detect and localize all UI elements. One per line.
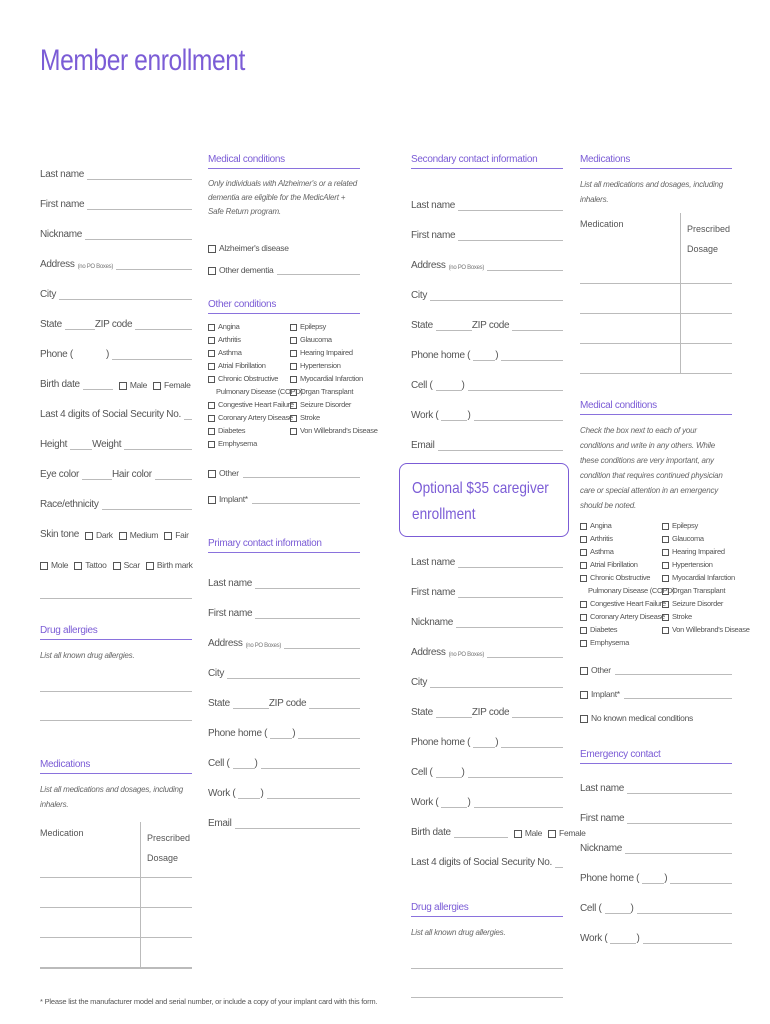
angina-checkbox[interactable]: Angina — [208, 320, 290, 333]
height-weight-field[interactable]: Height Weight — [40, 420, 192, 450]
other-dementia-field[interactable]: Other dementia — [208, 253, 360, 275]
chf-checkbox[interactable]: Congestive Heart Failure — [580, 597, 662, 610]
copd-checkbox[interactable]: Chronic Obstructive — [580, 571, 662, 584]
secondary-last-name-field[interactable]: Last name — [411, 181, 563, 211]
eye-hair-field[interactable]: Eye color Hair color — [40, 450, 192, 480]
checkbox-icon[interactable] — [580, 536, 587, 543]
checkbox-icon[interactable] — [208, 428, 215, 435]
medications-table — [40, 822, 192, 969]
caregiver-phone-home-field[interactable]: Phone home ( ) — [411, 718, 563, 748]
skin-tone-field: Skin tone Dark Medium Fair — [40, 529, 189, 540]
mole-checkbox[interactable]: Mole — [40, 560, 68, 570]
col4-conditions-heading: Medical conditions — [580, 400, 732, 415]
checkbox-icon[interactable] — [208, 245, 216, 253]
skin-dark-checkbox[interactable]: Dark — [85, 530, 113, 540]
col4-medications-table — [580, 213, 732, 374]
checkbox-icon[interactable] — [164, 532, 172, 540]
caregiver-last-name-field[interactable]: Last name — [411, 538, 563, 568]
emergency-cell-field[interactable]: Cell ( ) — [580, 884, 732, 914]
caregiver-nickname-field[interactable]: Nickname — [411, 598, 563, 628]
checkbox-icon[interactable] — [208, 350, 215, 357]
primary-contact-heading: Primary contact information — [208, 538, 360, 553]
footnote — [40, 997, 377, 1006]
checkbox-icon[interactable] — [662, 536, 669, 543]
checkbox-icon[interactable] — [580, 691, 588, 699]
secondary-state-zip-field[interactable]: State ZIP code — [411, 301, 563, 331]
arthritis-checkbox[interactable]: Arthritis — [580, 532, 662, 545]
col4-medications-note: List all medications and dosages, including inhalers. — [580, 180, 724, 204]
emphysema-checkbox[interactable]: Emphysema — [580, 636, 662, 649]
caregiver-drug-allergy-line[interactable] — [411, 969, 563, 998]
caregiver-address-field[interactable]: Address (no PO Boxes) — [411, 628, 563, 658]
checkbox-icon[interactable] — [290, 350, 297, 357]
checkbox-icon[interactable] — [208, 415, 215, 422]
checkbox-icon[interactable] — [208, 376, 215, 383]
emphysema-checkbox[interactable]: Emphysema — [208, 437, 290, 450]
vwd-checkbox[interactable]: Von Willebrand's Disease — [662, 623, 732, 636]
emergency-contact-heading: Emergency contact — [580, 749, 732, 764]
race-field[interactable]: Race/ethnicity — [40, 480, 192, 510]
vwd-checkbox[interactable]: Von Willebrand's Disease — [290, 424, 360, 437]
checkbox-icon[interactable] — [662, 549, 669, 556]
glaucoma-checkbox[interactable]: Glaucoma — [662, 532, 732, 545]
table-row[interactable] — [40, 937, 192, 967]
footnote-text: Please list the manufacturer model and serial number, or include a copy of your implant card with this form. — [44, 997, 378, 1006]
secondary-phone-home-field[interactable]: Phone home ( ) — [411, 331, 563, 361]
checkbox-icon[interactable] — [580, 601, 587, 608]
state-zip-field[interactable]: State ZIP code — [40, 300, 192, 330]
male-checkbox[interactable]: Male — [119, 380, 147, 390]
implant-field[interactable]: Implant* — [208, 478, 360, 504]
medication-column-header: Medication — [580, 213, 681, 283]
primary-state-zip-field[interactable]: State ZIP code — [208, 679, 360, 709]
caregiver-work-field[interactable]: Work ( ) — [411, 778, 563, 808]
hypertension-checkbox[interactable]: Hypertension — [290, 359, 360, 372]
last-name-field[interactable]: Last name — [40, 150, 192, 180]
medications-note: List all medications and dosages, including inhalers. — [40, 785, 184, 809]
col4-other-condition-field[interactable]: Other — [580, 649, 732, 675]
birthmark-checkbox[interactable]: Birth mark — [146, 560, 193, 570]
emergency-last-name-field[interactable]: Last name — [580, 764, 732, 794]
secondary-address-field[interactable]: Address (no PO Boxes) — [411, 241, 563, 271]
checkbox-icon[interactable] — [580, 549, 587, 556]
seizure-checkbox[interactable]: Seizure Disorder — [290, 398, 360, 411]
checkbox-icon[interactable] — [290, 415, 297, 422]
checkbox-icon[interactable] — [290, 402, 297, 409]
table-row[interactable] — [40, 877, 192, 907]
caregiver-medical-column — [580, 150, 750, 944]
checkbox-icon[interactable] — [580, 523, 587, 530]
col4-conditions-list — [580, 519, 750, 649]
chf-checkbox[interactable]: Congestive Heart Failure — [208, 398, 290, 411]
ssn-field[interactable]: Last 4 digits of Social Security No. — [40, 390, 192, 420]
checkbox-icon[interactable] — [662, 523, 669, 530]
checkbox-icon[interactable] — [208, 267, 216, 275]
female-checkbox[interactable]: Female — [153, 380, 191, 390]
checkbox-icon[interactable] — [514, 830, 522, 838]
checkbox-icon[interactable] — [580, 667, 588, 675]
checkbox-icon[interactable] — [208, 441, 215, 448]
nickname-field[interactable]: Nickname — [40, 210, 192, 240]
checkbox-icon[interactable] — [662, 575, 669, 582]
caregiver-city-field[interactable]: City — [411, 658, 563, 688]
checkbox-icon[interactable] — [146, 562, 154, 570]
secondary-work-field[interactable]: Work ( ) — [411, 391, 563, 421]
drug-allergy-line[interactable] — [40, 692, 192, 721]
checkbox-icon[interactable] — [662, 601, 669, 608]
col4-medications-heading: Medications — [580, 154, 732, 169]
emergency-phone-home-field[interactable]: Phone home ( ) — [580, 854, 732, 884]
other-condition-field[interactable]: Other — [208, 450, 360, 478]
member-info-column — [40, 150, 192, 969]
secondary-contact-column — [411, 150, 563, 451]
checkbox-icon[interactable] — [290, 389, 297, 396]
seizure-checkbox[interactable]: Seizure Disorder — [662, 597, 732, 610]
secondary-city-field[interactable]: City — [411, 271, 563, 301]
checkbox-icon[interactable] — [580, 614, 587, 621]
checkbox-icon[interactable] — [208, 324, 215, 331]
skin-fair-checkbox[interactable]: Fair — [164, 530, 188, 540]
caregiver-cell-field[interactable]: Cell ( ) — [411, 748, 563, 778]
caregiver-female-checkbox[interactable]: Female — [548, 828, 586, 838]
marks-description-line[interactable] — [40, 570, 192, 599]
address-field[interactable]: Address (no PO Boxes) — [40, 240, 192, 270]
medications-heading: Medications — [40, 759, 192, 774]
emergency-work-field[interactable]: Work ( ) — [580, 914, 732, 944]
mi-checkbox[interactable]: Myocardial Infarction — [290, 372, 360, 385]
asthma-checkbox[interactable]: Asthma — [208, 346, 290, 359]
epilepsy-checkbox[interactable]: Epilepsy — [662, 519, 732, 532]
scar-checkbox[interactable]: Scar — [113, 560, 140, 570]
checkbox-icon[interactable] — [85, 532, 93, 540]
medication-column-header: Medication — [40, 822, 141, 877]
col4-conditions-note: Check the box next to each of your conditions and write in any others. While these conditions are very important, any condition that requires continued physician care or special attention in an emergency should be noted. — [580, 426, 723, 510]
glaucoma-checkbox[interactable]: Glaucoma — [290, 333, 360, 346]
checkbox-icon[interactable] — [290, 376, 297, 383]
checkbox-icon[interactable] — [548, 830, 556, 838]
stroke-checkbox[interactable]: Stroke — [290, 411, 360, 424]
table-row[interactable] — [40, 967, 192, 969]
phone-field[interactable]: Phone ( ) — [40, 330, 192, 360]
primary-first-name-field[interactable]: First name — [208, 589, 360, 619]
dosage-column-header: Dosage — [147, 853, 179, 863]
table-row[interactable] — [580, 343, 732, 374]
caregiver-drug-allergies-heading: Drug allergies — [411, 902, 563, 917]
transplant-checkbox[interactable]: Organ Transplant — [290, 385, 360, 398]
checkbox-icon[interactable] — [580, 715, 588, 723]
footnote-asterisk: * — [40, 997, 43, 1006]
caregiver-box-title: Optional $35 caregiver enrollment — [412, 480, 549, 523]
table-row[interactable] — [40, 907, 192, 937]
secondary-first-name-field[interactable]: First name — [411, 211, 563, 241]
checkbox-icon[interactable] — [208, 363, 215, 370]
table-row[interactable] — [580, 283, 732, 313]
primary-last-name-field[interactable]: Last name — [208, 559, 360, 589]
checkbox-icon[interactable] — [290, 363, 297, 370]
primary-city-field[interactable]: City — [208, 649, 360, 679]
copd-checkbox[interactable]: Chronic Obstructive — [208, 372, 290, 385]
checkbox-icon[interactable] — [662, 588, 669, 595]
hypertension-checkbox[interactable]: Hypertension — [662, 558, 732, 571]
checkbox-icon[interactable] — [662, 562, 669, 569]
copd-label-cont: Pulmonary Disease (COPD) — [588, 586, 675, 595]
conditions-list — [208, 320, 378, 450]
drug-allergy-line[interactable] — [40, 663, 192, 692]
secondary-email-field[interactable]: Email — [411, 421, 563, 451]
other-conditions-heading: Other conditions — [208, 299, 360, 314]
dosage-column-header: Dosage — [687, 244, 719, 254]
epilepsy-checkbox[interactable]: Epilepsy — [290, 320, 360, 333]
mi-checkbox[interactable]: Myocardial Infarction — [662, 571, 732, 584]
caregiver-drug-allergy-line[interactable] — [411, 940, 563, 969]
conditions-column — [208, 150, 378, 829]
page-title: Member enrollment — [40, 44, 245, 77]
caregiver-enrollment-box — [399, 463, 569, 537]
checkbox-icon[interactable] — [290, 337, 297, 344]
primary-cell-field[interactable]: Cell ( ) — [208, 739, 360, 769]
drug-allergies-heading: Drug allergies — [40, 625, 192, 640]
caregiver-first-name-field[interactable]: First name — [411, 568, 563, 598]
checkbox-icon[interactable] — [74, 562, 82, 570]
checkbox-icon[interactable] — [153, 382, 161, 390]
caregiver-drug-allergies-note: List all known drug allergies. — [411, 928, 506, 937]
cad-checkbox[interactable]: Coronary Artery Disease — [208, 411, 290, 424]
atrial-fib-checkbox[interactable]: Atrial Fibrillation — [580, 558, 662, 571]
checkbox-icon[interactable] — [113, 562, 121, 570]
stroke-checkbox[interactable]: Stroke — [662, 610, 732, 623]
prescribed-column-header: Prescribed — [687, 224, 731, 234]
checkbox-icon[interactable] — [208, 337, 215, 344]
checkbox-icon[interactable] — [580, 627, 587, 634]
city-field[interactable]: City — [40, 270, 192, 300]
checkbox-icon[interactable] — [208, 470, 216, 478]
skin-medium-checkbox[interactable]: Medium — [119, 530, 158, 540]
birth-date-sex-field[interactable]: Birth date Male Female — [40, 379, 191, 390]
marks-field — [40, 540, 192, 570]
caregiver-ssn-field[interactable]: Last 4 digits of Social Security No. — [411, 838, 563, 868]
no-known-conditions-checkbox[interactable]: No known medical conditions — [580, 699, 732, 723]
checkbox-icon[interactable] — [580, 562, 587, 569]
checkbox-icon[interactable] — [290, 428, 297, 435]
emergency-nickname-field[interactable]: Nickname — [580, 824, 732, 854]
medical-conditions-note: Only individuals with Alzheimer's or a related dementia are eligible for the MedicAlert + Safe Return program. — [208, 179, 357, 216]
checkbox-icon[interactable] — [119, 382, 127, 390]
hearing-checkbox[interactable]: Hearing Impaired — [290, 346, 360, 359]
transplant-checkbox[interactable]: Organ Transplant — [662, 584, 732, 597]
col4-implant-field[interactable]: Implant* — [580, 675, 732, 699]
copd-label-cont: Pulmonary Disease (COPD) — [216, 387, 303, 396]
checkbox-icon[interactable] — [40, 562, 48, 570]
medical-conditions-heading: Medical conditions — [208, 154, 360, 169]
alzheimers-checkbox[interactable]: Alzheimer's disease — [208, 231, 360, 253]
checkbox-icon[interactable] — [119, 532, 127, 540]
checkbox-icon[interactable] — [208, 402, 215, 409]
checkbox-icon[interactable] — [580, 640, 587, 647]
asthma-checkbox[interactable]: Asthma — [580, 545, 662, 558]
secondary-contact-heading: Secondary contact information — [411, 154, 563, 169]
checkbox-icon[interactable] — [662, 627, 669, 634]
tattoo-checkbox[interactable]: Tattoo — [74, 560, 106, 570]
arthritis-checkbox[interactable]: Arthritis — [208, 333, 290, 346]
caregiver-birth-date-field[interactable]: Birth date Male Female — [411, 827, 586, 838]
secondary-cell-field[interactable]: Cell ( ) — [411, 361, 563, 391]
primary-email-field[interactable]: Email — [208, 799, 360, 829]
cad-checkbox[interactable]: Coronary Artery Disease — [580, 610, 662, 623]
caregiver-column — [411, 538, 586, 998]
diabetes-checkbox[interactable]: Diabetes — [580, 623, 662, 636]
drug-allergies-note: List all known drug allergies. — [40, 651, 135, 660]
angina-checkbox[interactable]: Angina — [580, 519, 662, 532]
checkbox-icon[interactable] — [290, 324, 297, 331]
checkbox-icon[interactable] — [208, 496, 216, 504]
emergency-first-name-field[interactable]: First name — [580, 794, 732, 824]
primary-address-field[interactable]: Address (no PO Boxes) — [208, 619, 360, 649]
primary-phone-home-field[interactable]: Phone home ( ) — [208, 709, 360, 739]
checkbox-icon[interactable] — [580, 575, 587, 582]
caregiver-state-zip-field[interactable]: State ZIP code — [411, 688, 563, 718]
atrial-fib-checkbox[interactable]: Atrial Fibrillation — [208, 359, 290, 372]
table-row[interactable] — [580, 313, 732, 343]
hearing-checkbox[interactable]: Hearing Impaired — [662, 545, 732, 558]
checkbox-icon[interactable] — [662, 614, 669, 621]
caregiver-male-checkbox[interactable]: Male — [514, 828, 542, 838]
primary-work-field[interactable]: Work ( ) — [208, 769, 360, 799]
diabetes-checkbox[interactable]: Diabetes — [208, 424, 290, 437]
first-name-field[interactable]: First name — [40, 180, 192, 210]
prescribed-column-header: Prescribed — [147, 833, 191, 843]
